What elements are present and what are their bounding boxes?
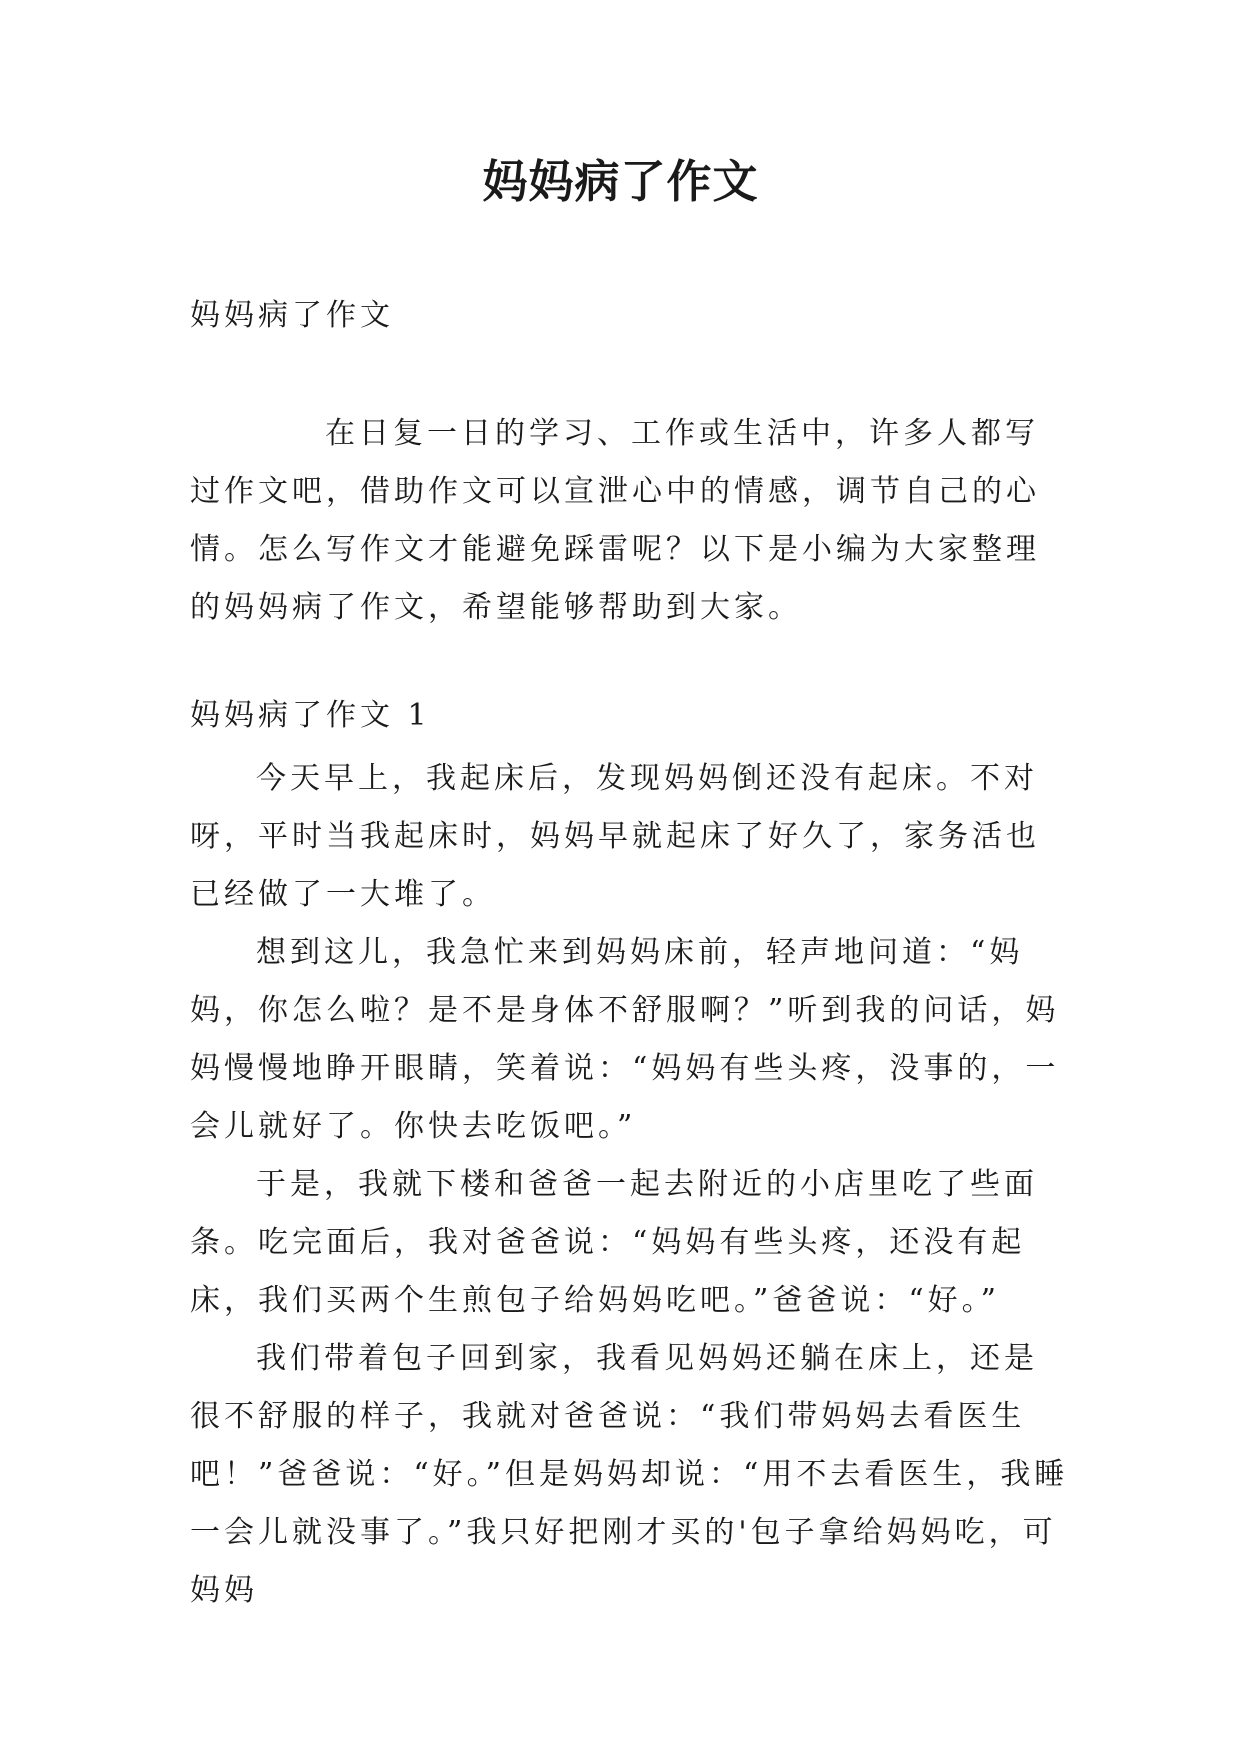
article-paragraph: 我们带着包子回到家，我看见妈妈还躺在床上，还是很不舒服的样子，我就对爸爸说：“我们带妈妈去看医生吧！”爸爸说：“好。”但是妈妈却说：“用不去看医生，我睡一会儿就没事了。”我只好把刚才买的'包子拿给妈妈吃，可妈妈 [190, 1341, 1069, 1608]
article-paragraph: 于是，我就下楼和爸爸一起去附近的小店里吃了些面条。吃完面后，我对爸爸说：“妈妈有些头疼，还没有起床，我们买两个生煎包子给妈妈吃吧。”爸爸说：“好。” [190, 1167, 1038, 1318]
document-subtitle: 妈妈病了作文 [190, 298, 394, 333]
intro-paragraph: 在日复一日的学习、工作或生活中，许多人都写过作文吧，借助作文可以宣泄心中的情感，调节自己的心情。怎么写作文才能避免踩雷呢？以下是小编为大家整理的妈妈病了作文，希望能够帮助到大家。 [190, 416, 1040, 625]
document-title: 妈妈病了作文 [482, 155, 759, 208]
article-body [190, 750, 1070, 1620]
section-heading: 妈妈病了作文 1 [190, 698, 431, 733]
article-paragraph: 想到这儿，我急忙来到妈妈床前，轻声地问道：“妈妈，你怎么啦？是不是身体不舒服啊？”听到我的问话，妈妈慢慢地睁开眼睛，笑着说：“妈妈有些头疼，没事的，一会儿就好了。你快去吃饭吧。” [190, 935, 1060, 1144]
article-paragraph: 今天早上，我起床后，发现妈妈倒还没有起床。不对呀，平时当我起床时，妈妈早就起床了好久了，家务活也已经做了一大堆了。 [190, 761, 1040, 912]
